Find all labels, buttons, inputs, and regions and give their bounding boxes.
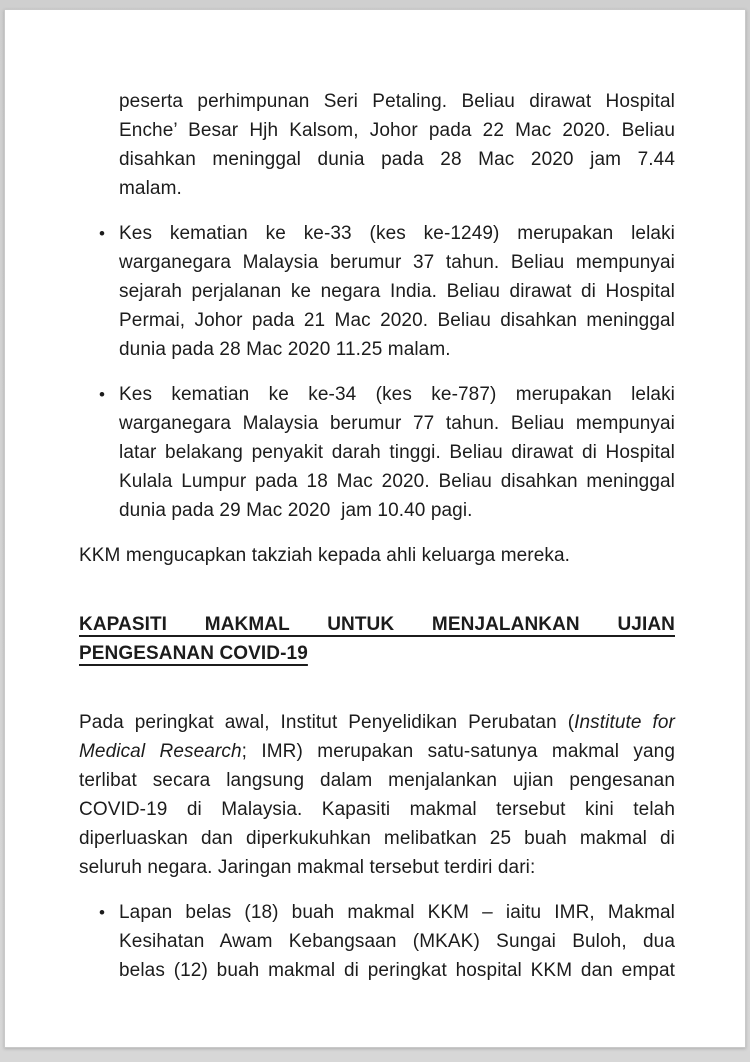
text-line: malam. <box>119 178 182 199</box>
text-line: Lapan belas (18) buah makmal KKM – iaitu IMR, Makmal <box>119 902 675 923</box>
document-page <box>4 9 746 1048</box>
text-segment-italic: Medical Research <box>79 741 242 762</box>
text-line: Enche’ Besar Hjh Kalsom, Johor pada 22 Mac 2020. Beliau <box>119 120 675 141</box>
text-line <box>79 737 675 766</box>
text-line: dunia pada 29 Mac 2020 jam 10.40 pagi. <box>119 500 473 521</box>
text-line: seluruh negara. Jaringan makmal tersebut terdiri dari: <box>79 857 536 878</box>
text-line: sejarah perjalanan ke negara India. Beliau dirawat di Hospital <box>119 281 675 302</box>
text-line: disahkan meninggal dunia pada 28 Mac 2020 jam 7.44 <box>119 149 675 170</box>
text-line <box>79 708 675 737</box>
text-segment: ; IMR) merupakan satu-satunya makmal yang <box>241 741 675 762</box>
heading-line: PENGESANAN COVID-19 <box>79 643 308 664</box>
bullet-death-33 <box>79 219 675 364</box>
text-line: latar belakang penyakit darah tinggi. Beliau dirawat di Hospital <box>119 442 675 463</box>
text-line: Kesihatan Awam Kebangsaan (MKAK) Sungai Buloh, dua <box>119 931 675 952</box>
text-line: Permai, Johor pada 21 Mac 2020. Beliau disahkan meninggal <box>119 310 675 331</box>
paragraph-death-32-continuation <box>119 87 675 203</box>
bullet-icon: • <box>99 224 106 243</box>
bullet-icon: • <box>99 903 106 922</box>
text-line: warganegara Malaysia berumur 77 tahun. Beliau mempunyai <box>119 413 675 434</box>
text-line: diperluaskan dan diperkukuhkan melibatkan 25 buah makmal di <box>79 828 675 849</box>
paragraph-condolence <box>79 541 675 570</box>
text-line: warganegara Malaysia berumur 37 tahun. Beliau mempunyai <box>119 252 675 273</box>
text-line: dunia pada 28 Mac 2020 11.25 malam. <box>119 339 451 360</box>
text-line: belas (12) buah makmal di peringkat hospital KKM dan empat <box>119 960 675 981</box>
bullet-death-34 <box>79 380 675 525</box>
text-line: Kes kematian ke ke-34 (kes ke-787) merupakan lelaki <box>119 384 675 405</box>
heading-line: KAPASITI MAKMAL UNTUK MENJALANKAN UJIAN <box>79 614 675 635</box>
text-line: COVID-19 di Malaysia. Kapasiti makmal tersebut kini telah <box>79 799 675 820</box>
text-line: KKM mengucapkan takziah kepada ahli keluarga mereka. <box>79 545 571 566</box>
page-content <box>5 10 745 985</box>
text-line: peserta perhimpunan Seri Petaling. Beliau dirawat Hospital <box>119 91 675 112</box>
paragraph-lab-capacity <box>79 708 675 882</box>
section-heading-lab-capacity <box>79 610 675 668</box>
text-line: terlibat secara langsung dalam menjalankan ujian pengesanan <box>79 770 675 791</box>
text-segment: Pada peringkat awal, Institut Penyelidikan Perubatan ( <box>79 712 575 733</box>
bullet-icon: • <box>99 385 106 404</box>
text-segment-italic: Institute for <box>574 712 675 733</box>
text-line: Kes kematian ke ke-33 (kes ke-1249) merupakan lelaki <box>119 223 675 244</box>
text-line: Kulala Lumpur pada 18 Mac 2020. Beliau disahkan meninggal <box>119 471 675 492</box>
bullet-labs-18 <box>79 898 675 985</box>
